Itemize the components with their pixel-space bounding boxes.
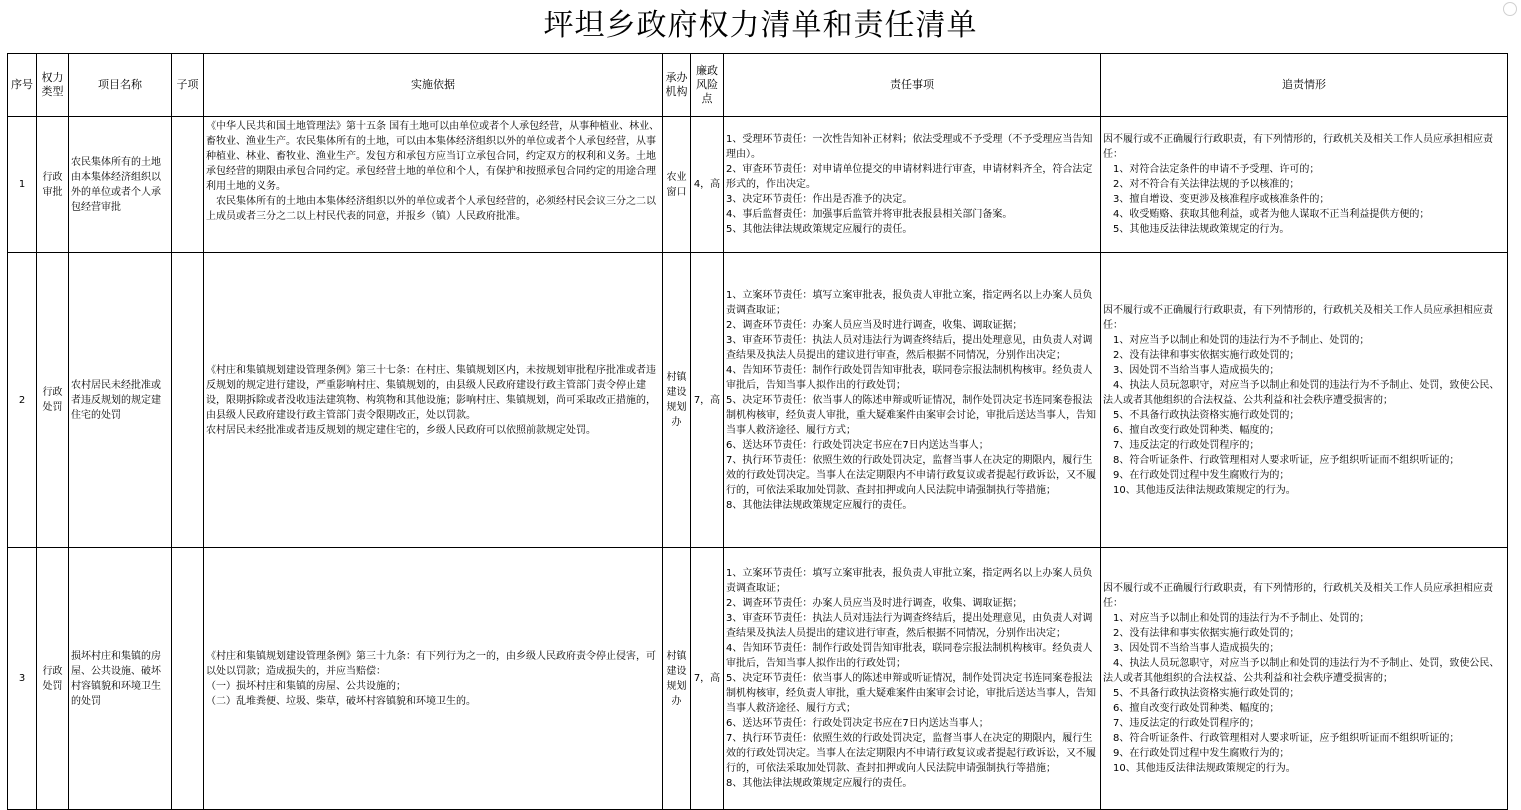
acc-line: 4、执法人员玩忽职守，对应当予以制止和处罚的违法行为不予制止、处罚，致使公民、法人或者其他组织的合法权益、公共利益和社会秩序遭受损害的；	[1103, 379, 1500, 406]
resp-line: 6、送达环节责任：行政处罚决定书应在7日内送达当事人；	[726, 439, 989, 451]
header-type: 权力类型	[37, 54, 69, 117]
acc-line: 1、对应当予以制止和处罚的违法行为不予制止、处罚的；	[1103, 613, 1370, 624]
resp-line: 2、调查环节责任：办案人员应当及时进行调查，收集、调取证据；	[726, 598, 1023, 609]
resp-line: 2、调查环节责任：办案人员应当及时进行调查，收集、调取证据；	[726, 319, 1023, 331]
cell-name: 损坏村庄和集镇的房屋、公共设施、破坏村容镇貌和环境卫生的处罚	[69, 548, 172, 810]
acc-line: 5、其他违反法律法规政策规定的行为。	[1103, 224, 1290, 235]
acc-line: 3、因处罚不当给当事人造成损失的；	[1103, 364, 1280, 376]
acc-line: 4、执法人员玩忽职守，对应当予以制止和处罚的违法行为不予制止、处罚，致使公民、法人或者其他组织的合法权益、公共利益和社会秩序遭受损害的；	[1103, 658, 1500, 684]
resp-line: 5、决定环节责任：依当事人的陈述申辩或听证情况，制作处罚决定书连同案卷报法制机构核审，经负责人审批，重大疑难案件由案审会讨论，审批后送达当事人，告知当事人救济途径、履行方式；	[726, 394, 1096, 436]
page-title: 坪坦乡政府权力清单和责任清单	[543, 8, 978, 43]
resp-line: 3、审查环节责任：执法人员对违法行为调查终结后，提出处理意见，由负责人对调查结果及执法人员提出的建议进行审查，然后根据不同情况，分别作出决定；	[726, 613, 1093, 639]
resp-line: 8、其他法律法规政策规定应履行的责任。	[726, 778, 913, 789]
cell-seq: 3	[8, 548, 37, 810]
resp-line: 7、执行环节责任：依照生效的行政处罚决定，监督当事人在决定的期限内，履行生效的行政处罚决定。当事人在法定期限内不申请行政复议或者提起行政诉讼，又不履行的，可依法采取加处罚款、查封扣押或向人民法院申请强制执行等措施；	[726, 733, 1096, 774]
cell-risk: 7，高	[691, 548, 724, 810]
resp-line: 1、受理环节责任：一次性告知补正材料；依法受理或不予受理（不予受理应当告知理由）。	[726, 134, 1093, 160]
acc-line: 7、违反法定的行政处罚程序的；	[1103, 439, 1260, 451]
resp-line: 4、告知环节责任：制作行政处罚告知审批表，联同卷宗报法制机构核审。经负责人审批后，告知当事人拟作出的行政处罚；	[726, 364, 1093, 391]
resp-line: 5、其他法律法规政策规定应履行的责任。	[726, 224, 913, 235]
header-risk: 廉政风险点	[691, 54, 724, 117]
resp-line: 6、送达环节责任：行政处罚决定书应在7日内送达当事人；	[726, 718, 989, 729]
acc-line: 10、其他违反法律法规政策规定的行为。	[1103, 763, 1296, 774]
resp-line: 8、其他法律法规政策规定应履行的责任。	[726, 499, 913, 511]
acc-line: 7、违反法定的行政处罚程序的；	[1103, 718, 1260, 729]
acc-line: 1、对符合法定条件的申请不予受理、许可的；	[1103, 164, 1320, 175]
header-resp: 责任事项	[724, 54, 1101, 117]
header-name: 项目名称	[69, 54, 172, 117]
cell-basis	[204, 117, 663, 253]
cell-acc	[1101, 253, 1508, 548]
resp-line: 3、决定环节责任：作出是否准予的决定。	[726, 194, 913, 205]
cell-basis	[204, 253, 663, 548]
acc-line: 因不履行或不正确履行行政职责，有下列情形的，行政机关及相关工作人员应承担相应责任：	[1103, 583, 1493, 609]
acc-line: 5、不具备行政执法资格实施行政处罚的；	[1103, 688, 1300, 699]
acc-line: 9、在行政处罚过程中发生腐败行为的；	[1103, 469, 1290, 481]
basis-line: 《村庄和集镇规划建设管理条例》第三十七条：在村庄、集镇规划区内，未按规划审批程序批准或者违反规划的规定进行建设，严重影响村庄、集镇规划的，由县级人民政府建设行政主管部门责令停止建设，限期拆除或者没收违法建筑物、构筑物和其他设施；影响村庄、集镇规划，尚可采取改正措施的，由县级人民政府建设行政主管部门责令限期改正，处以罚款。	[206, 364, 656, 421]
header-sub: 子项	[172, 54, 204, 117]
cell-type: 行政处罚	[37, 548, 69, 810]
cell-name: 农村居民未经批准或者违反规划的规定建住宅的处罚	[69, 253, 172, 548]
header-seq: 序号	[8, 54, 37, 117]
cell-type: 行政审批	[37, 117, 69, 253]
cell-seq: 2	[8, 253, 37, 548]
acc-line: 10、其他违反法律法规政策规定的行为。	[1103, 484, 1296, 496]
acc-line: 3、因处罚不当给当事人造成损失的；	[1103, 643, 1280, 654]
resp-line: 1、立案环节责任：填写立案审批表，报负责人审批立案，指定两名以上办案人员负责调查取证；	[726, 289, 1093, 316]
cell-resp	[724, 253, 1101, 548]
cell-name: 农民集体所有的土地由本集体经济组织以外的单位或者个人承包经营审批	[69, 117, 172, 253]
table-row	[8, 253, 1508, 548]
acc-line: 3、擅自增设、变更涉及核准程序或核准条件的；	[1103, 194, 1330, 205]
basis-line: （一）损坏村庄和集镇的房屋、公共设施的；	[206, 680, 406, 692]
basis-line: 农村居民未经批准或者违反规划的规定建住宅的，乡级人民政府可以依照前款规定处罚。	[206, 424, 596, 436]
power-list-table	[7, 53, 1508, 810]
acc-line: 因不履行或不正确履行行政职责，有下列情形的，行政机关及相关工作人员应承担相应责任：	[1103, 134, 1493, 160]
basis-line: 《中华人民共和国土地管理法》第十五条 国有土地可以由单位或者个人承包经营，从事种植业、林业、畜牧业、渔业生产。农民集体所有的土地，可以由本集体经济组织以外的单位或者个人承包经营，从事种植业、林业、畜牧业、渔业生产。发包方和承包方应当订立承包合同，约定双方的权利和义务。土地承包经营的期限由承包合同约定。承包经营土地的单位和个人，有保护和按照承包合同约定的用途合理利用土地的义务。	[206, 121, 660, 192]
resp-line: 5、决定环节责任：依当事人的陈述申辩或听证情况，制作处罚决定书连同案卷报法制机构核审，经负责人审批，重大疑难案件由案审会讨论，审批后送达当事人，告知当事人救济途径、履行方式；	[726, 673, 1096, 714]
cell-seq: 1	[8, 117, 37, 253]
resp-line: 3、审查环节责任：执法人员对违法行为调查终结后，提出处理意见，由负责人对调查结果及执法人员提出的建议进行审查，然后根据不同情况，分别作出决定；	[726, 334, 1093, 361]
resp-line: 4、告知环节责任：制作行政处罚告知审批表，联同卷宗报法制机构核审。经负责人审批后，告知当事人拟作出的行政处罚；	[726, 643, 1093, 669]
cell-risk: 7，高	[691, 253, 724, 548]
acc-line: 因不履行或不正确履行行政职责，有下列情形的，行政机关及相关工作人员应承担相应责任：	[1103, 304, 1493, 331]
resp-line: 7、执行环节责任：依照生效的行政处罚决定，监督当事人在决定的期限内，履行生效的行政处罚决定。当事人在法定期限内不申请行政复议或者提起行政诉讼，又不履行的，可依法采取加处罚款、查封扣押或向人民法院申请强制执行等措施；	[726, 454, 1096, 496]
acc-line: 8、符合听证条件、行政管理相对人要求听证，应予组织听证而不组织听证的；	[1103, 454, 1460, 466]
corner-marker-icon	[1503, 2, 1517, 16]
cell-sub	[172, 117, 204, 253]
resp-line: 1、立案环节责任：填写立案审批表，报负责人审批立案，指定两名以上办案人员负责调查取证；	[726, 568, 1093, 594]
cell-resp	[724, 548, 1101, 810]
acc-line: 2、对不符合有关法律法规的予以核准的；	[1103, 179, 1300, 190]
header-acc: 追责情形	[1101, 54, 1508, 117]
cell-org: 村镇建设规划办	[663, 253, 691, 548]
resp-line: 2、审查环节责任：对申请单位提交的申请材料进行审查，申请材料齐全，符合法定形式的，作出决定。	[726, 164, 1093, 190]
acc-line: 6、擅自改变行政处罚种类、幅度的；	[1103, 424, 1280, 436]
basis-line: （二）乱堆粪便、垃圾、柴草，破坏村容镇貌和环境卫生的。	[206, 695, 476, 707]
cell-acc	[1101, 117, 1508, 253]
basis-line: 《村庄和集镇规划建设管理条例》第三十九条：有下列行为之一的，由乡级人民政府责令停止侵害，可以处以罚款；造成损失的，并应当赔偿：	[206, 650, 656, 677]
header-org: 承办机构	[663, 54, 691, 117]
acc-line: 8、符合听证条件、行政管理相对人要求听证，应予组织听证而不组织听证的；	[1103, 733, 1460, 744]
table-row	[8, 117, 1508, 253]
cell-sub	[172, 253, 204, 548]
acc-line: 5、不具备行政执法资格实施行政处罚的；	[1103, 409, 1300, 421]
acc-line: 2、没有法律和事实依据实施行政处罚的；	[1103, 349, 1300, 361]
cell-resp	[724, 117, 1101, 253]
cell-sub	[172, 548, 204, 810]
cell-org: 村镇建设规划办	[663, 548, 691, 810]
header-basis: 实施依据	[204, 54, 663, 117]
cell-basis	[204, 548, 663, 810]
cell-type: 行政处罚	[37, 253, 69, 548]
acc-line: 1、对应当予以制止和处罚的违法行为不予制止、处罚的；	[1103, 334, 1370, 346]
acc-line: 4、收受贿赂、获取其他利益，或者为他人谋取不正当利益提供方便的；	[1103, 209, 1430, 220]
cell-acc	[1101, 548, 1508, 810]
acc-line: 2、没有法律和事实依据实施行政处罚的；	[1103, 628, 1300, 639]
acc-line: 9、在行政处罚过程中发生腐败行为的；	[1103, 748, 1290, 759]
basis-line: 农民集体所有的土地由本集体经济组织以外的单位或者个人承包经营的，必须经村民会议三分之二以上成员或者三分之二以上村民代表的同意，并报乡（镇）人民政府批准。	[206, 196, 656, 222]
table-row	[8, 548, 1508, 810]
cell-risk: 4，高	[691, 117, 724, 253]
acc-line: 6、擅自改变行政处罚种类、幅度的；	[1103, 703, 1280, 714]
cell-org: 农业窗口	[663, 117, 691, 253]
resp-line: 4、事后监督责任：加强事后监管并将审批表报县相关部门备案。	[726, 209, 1013, 220]
header-row	[8, 54, 1508, 117]
